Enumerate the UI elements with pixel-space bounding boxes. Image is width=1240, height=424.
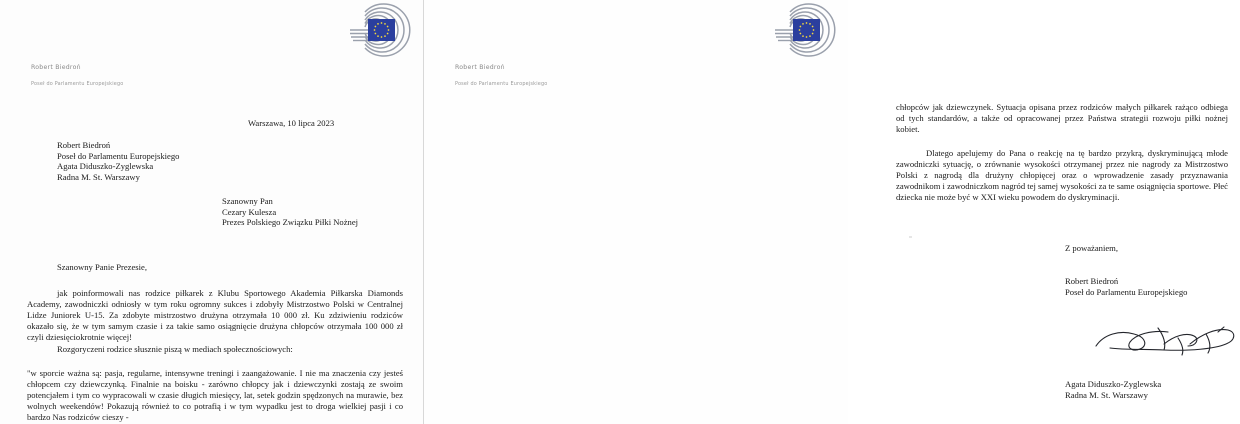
- recipient-line-3: Prezes Polskiego Związku Piłki Nożnej: [222, 217, 359, 228]
- letterhead-name: Robert Biedroń: [455, 64, 505, 71]
- sender-block: [57, 140, 179, 182]
- sender-line-2: Poseł do Parlamentu Europejskiego: [57, 150, 180, 161]
- quoted-paragraph: "w sporcie ważna są: pasja, regularne, intensywne treningi i zaangażowanie. I nie ma znaczenia czy jesteś chłopcem czy dziewczynką. Finalnie na boisku - zarówno chłopcy jak i dziewczynki zostają ze swoim potencjałem i tym co wypracowali w czasie długich miesięcy, lat, setek godzin spędzonych na murawie, bez wolnych weekendów! Pokazują również to co potrafią i w tym wypadku jest to droga wielkiej pasji i co bardzo Nas rodziców cieszy -: [27, 368, 403, 423]
- sender-line-4: Radna M. St. Warszawy: [57, 171, 140, 182]
- body-paragraph-4-text: Dlatego apelujemy do Pana o reakcję na tę bardzo przykrą, dyskryminującą młode zawodniczki sytuację, o zrównanie wysokości otrzymanej przez nie nagrody za Mistrzostwo Polski z nagrodą dla drużyny chłopięcej oraz o wprowadzenie zasady przyznawania zawodnikom i zawodniczkom nagród tej samej wysokości za te same osiągnięcia sportowe. Płeć dziecka nie może być w XXI wieku powodem do dyskryminacji.: [896, 148, 1228, 203]
- handwritten-signature: [1090, 322, 1240, 364]
- cosigner-block: [1065, 379, 1161, 400]
- body-paragraph-2-text: Rozgoryczeni rodzice słusznie piszą w mediach społecznościowych:: [57, 344, 293, 354]
- page-left: [0, 0, 424, 424]
- body-paragraph-1-text: jak poinformowali nas rodzice piłkarek z Klubu Sportowego Akademia Piłkarska Diamonds Academy, zawodniczki odniosły w tym roku ogromny sukces i zdobyły Mistrzostwo Polski w Centralnej Lidze Juniorek U-15. Za zdobyte mistrzostwo drużyna otrzymała 10 000 zł. Ku zdziwieniu rodziców okazało się, że w tym samym czasie i za takie samo osiągnięcie drużyna chłopców otrzymała 100 000 zł czyli dziesięciokrotnie więcej!: [27, 288, 403, 343]
- letterhead-role: Poseł do Parlamentu Europejskiego: [455, 81, 548, 87]
- cosigner-line-2: Radna M. St. Warszawy: [1065, 389, 1148, 400]
- date-line: Warszawa, 10 lipca 2023: [248, 118, 335, 128]
- scan-artifact: [909, 236, 912, 238]
- body-paragraph-4: [896, 148, 1228, 203]
- sender-line-1: Robert Biedroń: [57, 140, 111, 150]
- closing-line: Z poważaniem,: [1065, 243, 1118, 253]
- signer-line-2: Poseł do Parlamentu Europejskiego: [1065, 286, 1188, 297]
- european-parliament-logo: [335, 10, 397, 52]
- signer-line-1: Robert Biedroń: [1065, 276, 1119, 286]
- recipient-block: [222, 196, 358, 228]
- salutation: Szanowny Panie Prezesie,: [57, 262, 147, 272]
- body-paragraph-3: chłopców jak dziewczynek. Sytuacja opisana przez rodziców małych piłkarek rażąco odbiega od tych standardów, a także od opracowanej przez Państwa strategii rozwoju piłki nożnej kobiet.: [896, 102, 1228, 135]
- european-parliament-logo: [760, 10, 822, 52]
- recipient-line-2: Cezary Kulesza: [222, 206, 277, 217]
- sender-line-3: Agata Diduszko-Zyglewska: [57, 161, 154, 172]
- letterhead-role: Poseł do Parlamentu Europejskiego: [31, 81, 124, 87]
- letterhead-name: Robert Biedroń: [31, 64, 81, 71]
- page-right: [424, 0, 1228, 424]
- recipient-line-1: Szanowny Pan: [222, 196, 273, 206]
- body-paragraph-2: [27, 344, 403, 355]
- cosigner-line-1: Agata Diduszko-Zyglewska: [1065, 379, 1162, 389]
- body-paragraph-1: [27, 288, 403, 343]
- signer-block: [1065, 276, 1187, 297]
